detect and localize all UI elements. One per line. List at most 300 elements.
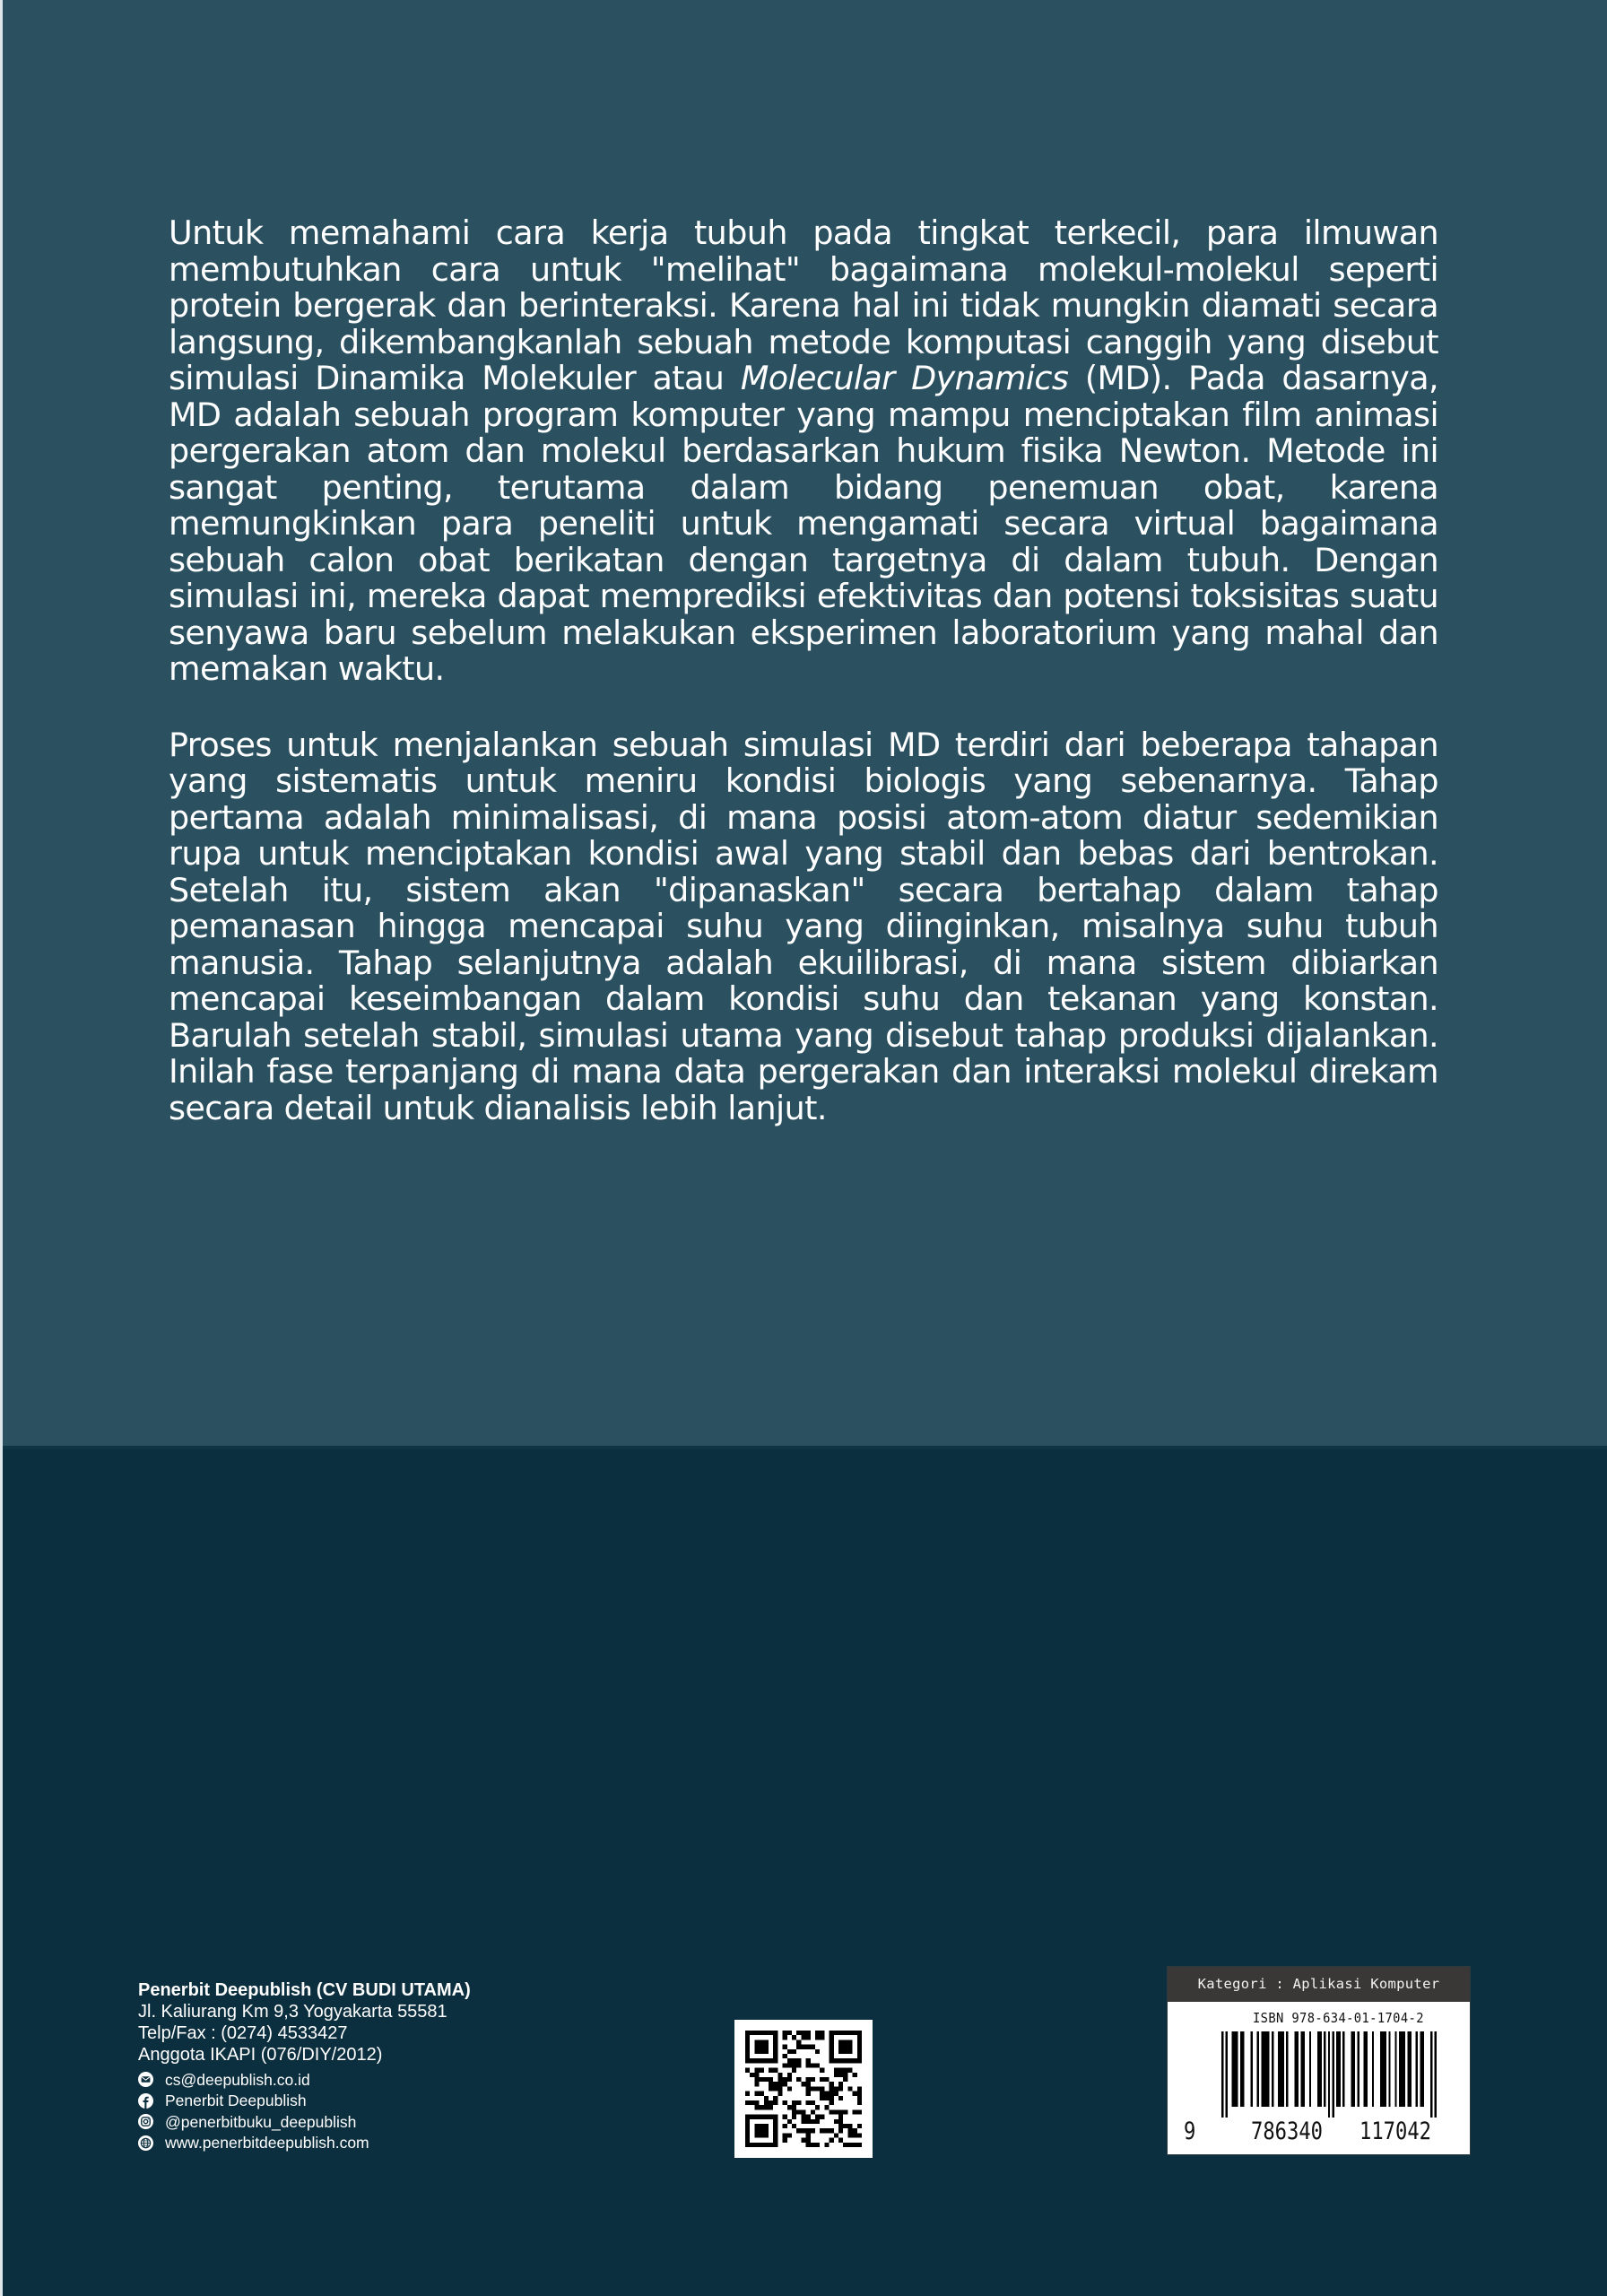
qr-module — [777, 2073, 782, 2077]
qr-module — [830, 2049, 834, 2054]
qr-module — [745, 2133, 750, 2137]
qr-code-icon — [745, 2031, 862, 2147]
qr-code[interactable] — [734, 2020, 873, 2158]
qr-module — [806, 2082, 811, 2086]
qr-module — [760, 2077, 764, 2082]
barcode-bar — [1388, 2031, 1390, 2107]
publisher-address: Jl. Kaliurang Km 9,3 Yogyakarta 55581 — [138, 2002, 447, 2022]
qr-module — [806, 2035, 811, 2039]
qr-module — [806, 2063, 811, 2067]
qr-module — [830, 2138, 834, 2143]
qr-module — [838, 2124, 843, 2128]
qr-module — [824, 2105, 829, 2109]
qr-module — [764, 2143, 769, 2147]
qr-module — [783, 2115, 787, 2119]
publisher-membership: Anggota IKAPI (076/DIY/2012) — [138, 2045, 383, 2065]
qr-module — [834, 2031, 838, 2035]
qr-module — [792, 2115, 796, 2119]
qr-module — [769, 2100, 773, 2105]
qr-module — [830, 2054, 834, 2058]
qr-module — [824, 2092, 829, 2096]
qr-module — [806, 2115, 811, 2119]
qr-module — [857, 2031, 862, 2035]
barcode-guard-bar — [1435, 2031, 1437, 2118]
qr-module — [824, 2143, 829, 2147]
qr-module — [801, 2082, 805, 2086]
qr-module — [777, 2082, 782, 2086]
qr-module — [830, 2039, 834, 2044]
isbn-number: ISBN 978-634-01-1704-2 — [1253, 2010, 1424, 2026]
qr-module — [820, 2115, 824, 2119]
qr-module — [764, 2058, 769, 2063]
contact-facebook-text: Penerbit Deepublish — [165, 2092, 307, 2110]
qr-module — [843, 2031, 847, 2035]
barcode-bar — [1407, 2031, 1412, 2107]
qr-module — [777, 2092, 782, 2096]
qr-module — [834, 2133, 838, 2137]
barcode-bar — [1351, 2031, 1355, 2107]
qr-module — [764, 2128, 769, 2133]
qr-module — [773, 2133, 777, 2137]
barcode-left-digits: 786340 — [1251, 2118, 1323, 2145]
barcode-bar — [1309, 2031, 1311, 2107]
qr-module — [811, 2109, 815, 2114]
qr-module — [806, 2133, 811, 2137]
qr-module — [853, 2058, 857, 2063]
qr-module — [796, 2058, 801, 2063]
qr-module — [792, 2058, 796, 2063]
qr-module — [783, 2045, 787, 2049]
qr-module — [745, 2128, 750, 2133]
qr-module — [834, 2073, 838, 2077]
qr-module — [806, 2031, 811, 2035]
qr-module — [853, 2133, 857, 2137]
category-label: Kategori : Aplikasi Komputer — [1168, 1967, 1470, 2002]
qr-module — [792, 2063, 796, 2067]
qr-module — [834, 2092, 838, 2096]
qr-module — [745, 2035, 750, 2039]
qr-module — [764, 2096, 769, 2100]
qr-module — [824, 2096, 829, 2100]
qr-module — [760, 2058, 764, 2063]
qr-module — [787, 2049, 792, 2054]
qr-module — [838, 2119, 843, 2124]
qr-module — [838, 2058, 843, 2063]
qr-module — [801, 2115, 805, 2119]
qr-module — [783, 2054, 787, 2058]
qr-module — [820, 2128, 824, 2133]
qr-module — [838, 2109, 843, 2114]
qr-module — [853, 2092, 857, 2096]
qr-module — [853, 2109, 857, 2114]
qr-module — [857, 2124, 862, 2128]
qr-module — [754, 2058, 759, 2063]
qr-module — [806, 2045, 811, 2049]
barcode-bar — [1336, 2031, 1341, 2107]
qr-module — [769, 2058, 773, 2063]
qr-module — [815, 2143, 820, 2147]
qr-module — [754, 2077, 759, 2082]
qr-module — [838, 2031, 843, 2035]
barcode-bar — [1261, 2031, 1269, 2107]
qr-module — [853, 2073, 857, 2077]
qr-module — [745, 2058, 750, 2063]
qr-module — [792, 2100, 796, 2105]
qr-module — [834, 2086, 838, 2091]
barcode-guard-bar — [1430, 2031, 1432, 2118]
barcode-guard-bar — [1328, 2031, 1330, 2118]
qr-module — [783, 2063, 787, 2067]
contact-list — [138, 2069, 471, 2153]
qr-module — [830, 2058, 834, 2063]
qr-module — [857, 2045, 862, 2049]
qr-module — [754, 2045, 759, 2049]
qr-module — [830, 2086, 834, 2091]
qr-module — [847, 2058, 852, 2063]
qr-module — [824, 2128, 829, 2133]
qr-module — [857, 2086, 862, 2091]
barcode — [1221, 2031, 1437, 2118]
qr-module — [773, 2115, 777, 2119]
qr-module — [830, 2031, 834, 2035]
qr-module — [750, 2073, 754, 2077]
barcode-bar — [1363, 2031, 1368, 2107]
qr-module — [773, 2082, 777, 2086]
qr-module — [830, 2045, 834, 2049]
qr-module — [843, 2143, 847, 2147]
barcode-bar — [1251, 2031, 1253, 2107]
qr-module — [847, 2143, 852, 2147]
qr-module — [811, 2063, 815, 2067]
qr-module — [787, 2077, 792, 2082]
qr-module — [769, 2082, 773, 2086]
barcode-right-digits: 117042 — [1359, 2118, 1431, 2145]
barcode-bar — [1295, 2031, 1299, 2107]
qr-module — [830, 2082, 834, 2086]
blurb-italic-term: Molecular Dynamics — [740, 359, 1069, 397]
qr-module — [796, 2077, 801, 2082]
qr-module — [764, 2031, 769, 2035]
qr-module — [857, 2100, 862, 2105]
qr-module — [843, 2068, 847, 2073]
qr-module — [830, 2128, 834, 2133]
qr-module — [760, 2068, 764, 2073]
qr-module — [769, 2086, 773, 2091]
qr-module — [745, 2138, 750, 2143]
qr-module — [820, 2086, 824, 2091]
globe-icon — [138, 2135, 153, 2151]
qr-module — [754, 2031, 759, 2035]
qr-module — [806, 2128, 811, 2133]
facebook-icon — [138, 2093, 153, 2109]
qr-module — [857, 2092, 862, 2096]
qr-module — [820, 2031, 824, 2035]
qr-module — [843, 2077, 847, 2082]
qr-module — [773, 2068, 777, 2073]
barcode-bar — [1272, 2031, 1273, 2107]
barcode-bar — [1342, 2031, 1344, 2107]
qr-module — [760, 2124, 764, 2128]
qr-module — [764, 2077, 769, 2082]
qr-module — [773, 2086, 777, 2091]
qr-module — [838, 2045, 843, 2049]
qr-module — [754, 2124, 759, 2128]
qr-module — [815, 2115, 820, 2119]
qr-module — [773, 2054, 777, 2058]
qr-module — [769, 2031, 773, 2035]
qr-module — [750, 2058, 754, 2063]
qr-module — [847, 2133, 852, 2137]
qr-module — [754, 2133, 759, 2137]
qr-module — [745, 2124, 750, 2128]
qr-module — [815, 2105, 820, 2109]
qr-module — [811, 2086, 815, 2091]
qr-module — [745, 2039, 750, 2044]
qr-module — [787, 2031, 792, 2035]
qr-module — [792, 2068, 796, 2073]
qr-module — [773, 2138, 777, 2143]
qr-module — [853, 2128, 857, 2133]
qr-module — [806, 2119, 811, 2124]
barcode-bar — [1232, 2031, 1238, 2107]
qr-module — [796, 2031, 801, 2035]
isbn-label — [1168, 1967, 1470, 2154]
contact-instagram[interactable] — [138, 2111, 471, 2133]
qr-module — [792, 2035, 796, 2039]
qr-module — [843, 2109, 847, 2114]
qr-module — [801, 2138, 805, 2143]
qr-module — [838, 2068, 843, 2073]
qr-module — [796, 2045, 801, 2049]
qr-module — [857, 2039, 862, 2044]
qr-module — [857, 2109, 862, 2114]
qr-module — [857, 2096, 862, 2100]
contact-website[interactable] — [138, 2133, 471, 2154]
book-blurb — [169, 215, 1438, 1126]
publisher-info — [138, 1979, 471, 2153]
qr-module — [843, 2039, 847, 2044]
qr-module — [764, 2115, 769, 2119]
barcode-bar — [1416, 2031, 1418, 2107]
qr-module — [769, 2143, 773, 2147]
lower-panel — [3, 1449, 1607, 2296]
barcode-bar — [1357, 2031, 1359, 2107]
qr-module — [745, 2031, 750, 2035]
qr-module — [787, 2073, 792, 2077]
qr-module — [745, 2092, 750, 2096]
qr-module — [815, 2086, 820, 2091]
qr-module — [754, 2100, 759, 2105]
qr-module — [811, 2077, 815, 2082]
qr-module — [792, 2124, 796, 2128]
qr-module — [773, 2058, 777, 2063]
qr-module — [760, 2115, 764, 2119]
qr-module — [783, 2031, 787, 2035]
qr-module — [820, 2068, 824, 2073]
qr-module — [857, 2058, 862, 2063]
qr-module — [806, 2138, 811, 2143]
qr-module — [796, 2063, 801, 2067]
qr-module — [843, 2124, 847, 2128]
qr-module — [830, 2100, 834, 2105]
qr-module — [843, 2058, 847, 2063]
qr-module — [764, 2124, 769, 2128]
qr-module — [815, 2031, 820, 2035]
qr-module — [787, 2119, 792, 2124]
email-icon — [138, 2072, 153, 2087]
qr-module — [773, 2096, 777, 2100]
qr-module — [745, 2143, 750, 2147]
qr-module — [777, 2086, 782, 2091]
barcode-guard-bar — [1333, 2031, 1334, 2118]
qr-module — [783, 2100, 787, 2105]
contact-facebook[interactable] — [138, 2091, 471, 2112]
qr-module — [820, 2077, 824, 2082]
qr-module — [830, 2096, 834, 2100]
qr-module — [847, 2045, 852, 2049]
qr-module — [750, 2115, 754, 2119]
qr-module — [773, 2035, 777, 2039]
qr-module — [773, 2049, 777, 2054]
qr-module — [792, 2109, 796, 2114]
publisher-name: Penerbit Deepublish (CV BUDI UTAMA) — [138, 1980, 471, 2000]
barcode-bar — [1286, 2031, 1288, 2107]
qr-module — [838, 2082, 843, 2086]
qr-module — [806, 2077, 811, 2082]
barcode-bar — [1372, 2031, 1374, 2107]
qr-module — [754, 2128, 759, 2133]
qr-module — [754, 2115, 759, 2119]
qr-module — [754, 2092, 759, 2096]
qr-module — [843, 2049, 847, 2054]
qr-module — [838, 2039, 843, 2044]
barcode-bar — [1420, 2031, 1424, 2107]
qr-module — [745, 2100, 750, 2105]
qr-module — [745, 2119, 750, 2124]
qr-module — [760, 2133, 764, 2137]
qr-module — [773, 2124, 777, 2128]
barcode-first-digit: 9 — [1184, 2118, 1196, 2145]
barcode-bar — [1257, 2031, 1259, 2107]
qr-module — [830, 2035, 834, 2039]
qr-module — [745, 2068, 750, 2073]
qr-module — [773, 2039, 777, 2044]
qr-module — [796, 2109, 801, 2114]
qr-module — [769, 2115, 773, 2119]
blurb-paragraph-2: Proses untuk menjalankan sebuah simulasi MD terdiri dari beberapa tahapan yang sistematis untuk meniru kondisi biologis yang sebenarnya. Tahap pertama adalah minimalisasi, di mana posisi atom-atom diatur sedemikian rupa untuk menciptakan kondisi awal yang stabil dan bebas dari bentrokan. Setelah itu, sistem akan "dipanaskan" secara bertahap dalam tahap pemanasan hingga mencapai suhu yang diinginkan, misalnya suhu tubuh manusia. Tahap selanjutnya adalah ekuilibrasi, di mana sistem dibiarkan mencapai keseimbangan dalam kondisi suhu dan tekanan yang konstan. Barulah setelah stabil, simulasi utama yang disebut tahap produksi dijalankan. Inilah fase terpanjang di mana data pergerakan dan interaksi molekul direkam secara detail untuk dianalisis lebih lanjut. — [169, 725, 1438, 1127]
qr-module — [754, 2143, 759, 2147]
qr-module — [764, 2045, 769, 2049]
qr-module — [847, 2068, 852, 2073]
qr-module — [773, 2143, 777, 2147]
qr-module — [820, 2035, 824, 2039]
blurb-paragraph-1-start: Untuk memahami cara kerja tubuh pada tingkat terkecil, para ilmuwan membutuhkan cara untuk "melihat" bagaimana molekul-molekul seperti protein bergerak dan berinteraksi. Karena hal ini tidak mungkin diamati secara langsung, dikembangkanlah sebuah metode komputasi canggih yang disebut simulasi Dinamika Molekuler atau — [169, 213, 1438, 397]
qr-module — [754, 2082, 759, 2086]
qr-module — [787, 2063, 792, 2067]
qr-module — [754, 2105, 759, 2109]
contact-email[interactable] — [138, 2069, 471, 2091]
qr-module — [838, 2073, 843, 2077]
qr-module — [801, 2045, 805, 2049]
qr-module — [745, 2054, 750, 2058]
qr-module — [806, 2086, 811, 2091]
qr-module — [838, 2138, 843, 2143]
qr-module — [815, 2119, 820, 2124]
qr-module — [838, 2086, 843, 2091]
qr-module — [830, 2109, 834, 2114]
qr-module — [834, 2109, 838, 2114]
qr-module — [857, 2054, 862, 2058]
qr-module — [857, 2133, 862, 2137]
qr-module — [847, 2124, 852, 2128]
qr-module — [787, 2086, 792, 2091]
qr-module — [754, 2073, 759, 2077]
qr-module — [760, 2128, 764, 2133]
barcode-bar — [1240, 2031, 1245, 2107]
qr-module — [834, 2058, 838, 2063]
qr-module — [792, 2049, 796, 2054]
qr-module — [754, 2039, 759, 2044]
barcode-bar — [1394, 2031, 1396, 2107]
barcode-bar — [1278, 2031, 1284, 2107]
qr-module — [764, 2039, 769, 2044]
qr-module — [796, 2100, 801, 2105]
qr-module — [801, 2031, 805, 2035]
contact-instagram-text: @penerbitbuku_deepublish — [165, 2112, 357, 2131]
qr-module — [750, 2031, 754, 2035]
qr-module — [838, 2096, 843, 2100]
qr-module — [787, 2133, 792, 2137]
qr-module — [838, 2115, 843, 2119]
qr-module — [811, 2100, 815, 2105]
qr-module — [783, 2124, 787, 2128]
qr-module — [801, 2109, 805, 2114]
qr-module — [801, 2035, 805, 2039]
qr-module — [750, 2100, 754, 2105]
contact-email-text: cs@deepublish.co.id — [165, 2070, 310, 2089]
qr-module — [787, 2105, 792, 2109]
qr-module — [847, 2039, 852, 2044]
barcode-bar — [1324, 2031, 1325, 2107]
qr-module — [773, 2128, 777, 2133]
qr-module — [760, 2045, 764, 2049]
qr-module — [769, 2077, 773, 2082]
qr-module — [754, 2049, 759, 2054]
barcode-guard-bar — [1226, 2031, 1228, 2118]
qr-module — [745, 2045, 750, 2049]
qr-module — [750, 2143, 754, 2147]
qr-module — [853, 2143, 857, 2147]
qr-module — [801, 2119, 805, 2124]
qr-module — [801, 2128, 805, 2133]
barcode-bar — [1317, 2031, 1322, 2107]
qr-module — [843, 2045, 847, 2049]
qr-module — [773, 2031, 777, 2035]
qr-module — [760, 2039, 764, 2044]
qr-module — [783, 2035, 787, 2039]
qr-module — [815, 2063, 820, 2067]
qr-module — [783, 2082, 787, 2086]
qr-module — [847, 2049, 852, 2054]
qr-module — [796, 2128, 801, 2133]
qr-module — [838, 2049, 843, 2054]
qr-module — [820, 2096, 824, 2100]
blurb-paragraph-1-end: (MD). Pada dasarnya, MD adalah sebuah program komputer yang mampu menciptakan film animasi pergerakan atom dan molekul berdasarkan hukum fisika Newton. Metode ini sangat penting, terutama dalam bidang penemuan obat, karena memungkinkan para peneliti untuk mengamati secara virtual bagaimana sebuah calon obat berikatan dengan targetnya di dalam tubuh. Dengan simulasi ini, mereka dapat memprediksi efektivitas dan potensi toksisitas suatu senyawa baru sebelum melakukan eksperimen laboratorium yang mahal dan memakan waktu. — [169, 359, 1438, 688]
qr-module — [806, 2143, 811, 2147]
qr-module — [834, 2119, 838, 2124]
qr-module — [764, 2049, 769, 2054]
qr-module — [760, 2105, 764, 2109]
